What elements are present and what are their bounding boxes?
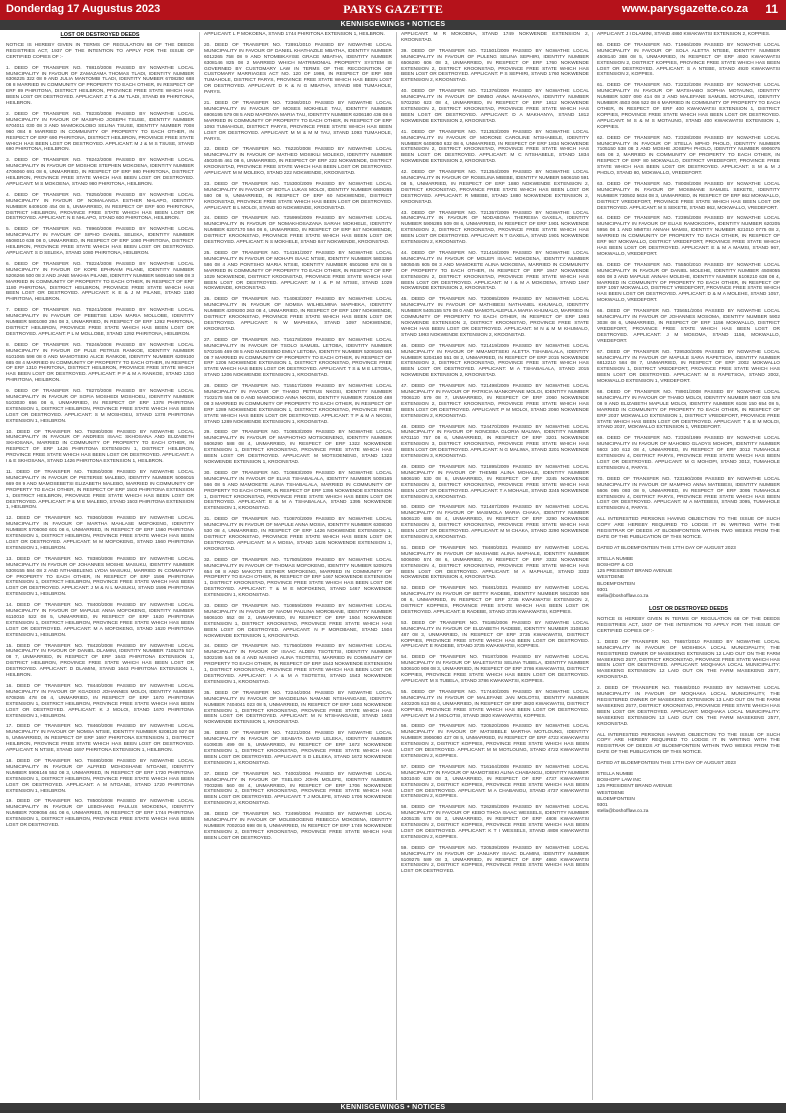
column-1: [6, 32, 194, 1100]
notice-item: 2. DEED OF TRANSFER NO. T8230/2008 PASSED BY NGWATHE LOCAL MUNICIPALITY IN FAVOUR OF MASIPHO JOSEPH TSUSE, IDENTITY NUMBER 6704011 030 08 3 AND MAMOKOLOBO SELINA TSUSE, IDENTITY NUMBER 7008 960 084 8 MARRIED IN COMMUNITY OF PROPERTY TO EACH OTHER, IN RESPECT OF ERF 690 PHIRITONA, DISTRICT HEILBRON, PROVINCE FREE STATE WHICH HAS BEEN LOST OR DESTROYED. APPLICANT: M J & M S TSUSE, STAND 690 PHIRITONA, HEILBRON.: [6, 111, 194, 153]
column-divider: [592, 32, 593, 1100]
notice-item: 62. DEED OF TRANSFER NO. T2328/2008 PASSED BY NGWATHE LOCAL MUNICIPALITY IN FAVOUR OF STELLA MPHO PHOLO, IDENTITY NUMBER 7105150 538 08 3 AND MOSHE JOSEPH PHOLO, IDENTITY NUMBER 6906075 645 08 2, MARRIED IN COMMUNITY OF PROPERTY TO EACH OTHER, IN RESPECT OF ERF 80 MOKWALLO, DISTRICT VREDEFORT, PROVINCE FREE STATE WHICH HAS BEEN LOST OR DESTROYED. APPLICANT: S M & M J PHOLO, STAND 80, MOKWALLO, VREDEFORT.: [597, 135, 780, 177]
address-line: 125 PRESIDENT BRAND AVENUE: [597, 784, 673, 790]
footer-banner: KENNISGEWINGS • NOTICES: [0, 1103, 786, 1113]
address-line: BOSHOFF LAW INC: [597, 778, 642, 784]
notice-item: 61. DEED OF TRANSFER NO. T2232/2008 PASSED BY NGWATHE LOCAL MUNICIPALITY IN FAVOUR OF MATSHABO SOPHIA MOTAUNG, IDENTITY NUMBER 5307 090 414 08 2 AND MALEFANE SAMUEL MOTAUNG, IDENTITY NUMBER 4503 066 522 08 6 MARRIED IN COMMUNITY OF PROPERTY TO EACH OTHER, IN RESPECT OF ERF 400 KWAKWATSI EXTENSION 1, DISTRICT KOPPIES, PROVINCE FREE STATE WHICH HAS BEEN LOST OR DESTROYED. APPLICANT: M S & M S MOTAUNG, STAND 400 KWAKWATSI EXTENSION 1, KOPPIES.: [597, 83, 780, 130]
notice-item: 68. DEED OF TRANSFER NO. T8901/2008 PASSED BY NGWATHE LOCAL MUNICIPALITY IN FAVOUR OF THABO MOLOI, IDENTITY NUMBER 5807 035 578 08 9 AND ELIZABETH MAPULE MOLOI, IDENTITY NUMBER 6108 150 654 08 5, MARRIED IN COMMUNITY OF PROPERTY TO EACH OTHER, IN RESPECT OF ERF 2037 MOKWALLO EXTENSION 1, DISTRICT VREDEFORT, PROVINCE FREE STATE WHICH HAS BEEN LOST OR DESTROYED. APPLICANT: T & E M MOLOI, STAND 2037, MOKWALLO EXTENSION 1, VREDEFORT.: [597, 390, 780, 431]
notice-item: APPLICANT: M R MOKOENA, STAND 1749 NOKWENDE EXTENSION 2, KROONSTAD.: [401, 32, 589, 43]
notice-item: APPLICANT: J I DLAMINI, STAND 4860 KWAKWATSI EXTENSION 2, KOPPIES.: [597, 32, 771, 37]
column-divider: [199, 32, 200, 1100]
notice-item: 55. DEED OF TRANSFER NO. T17440/2005 PASSED BY NGWATHE LOCAL MUNICIPALITY IN FAVOUR OF MALEFANE JAN MOLOTSI, IDENTITY NUMBER 4402205 613 08 4, UNMARRIED, IN RESPECT OF ERF 3820 KWAKWATSI, DISTRICT KOPPIES, PROVINCE FREE STATE WHICH HAS BEEN LOST OR DESTROYED. APPLICANT: M J MOLOTSI, STAND 3820 KWAKWATSI, KOPPIES.: [401, 689, 589, 719]
notice-item: 39. DEED OF TRANSFER NO. T21501/2009 PASSED BY NGWATHE LOCAL MUNICIPALITY IN FAVOUR OF PULENG SELINA SEPHIRI, IDENTITY NUMBER 6506280 606 08 3, UNMARRIED, IN RESPECT OF ERF 1760 NOKWENDE EXTENSION 2, DISTRICT KROONSTAD, PROVINCE FREE STATE WHICH HAS BEEN LOST OR DESTROYED. APPLICANT: P S SEPHIRI, STAND 1760 NOKWENDE EXTENSION 2, KROONSTAD.: [401, 48, 589, 84]
notice-item: 2. DEED OF TRANSFER NO. T6648/2010 PASSED BY NGWATHE LOCAL MUNICIPALITY IN FAVOUR OF MOQHAKA LOCAL MUNICIPALITY, THE REGISTERED OWNER OF MASEKENG EXTENSION 13 LAID OUT ON THE FARM MASEKENG 2577, DISTRICT KROONSTAD, PROVINCE FREE STATE WHICH HAS BEEN LOST OR DESTROYED. APPLICANT: MOQHAKA LOCAL MUNICIPALITY: MASEKENG EXTENSION 13 LAID OUT ON THE FARM MASEKENG 2577, KROONSTAD.: [597, 686, 780, 727]
notice-item: 15. DEED OF TRANSFER NO. T8420/2008 PASSED BY NGWATHE LOCAL MUNICIPALITY IN FAVOUR OF DANIEL DLAMINI, IDENTITY NUMBER 7105275 517 08 7, UNMARRIED, IN RESPECT OF ERF 1643 PHIRITONA EXTENSION 1, DISTRICT HEILBRON, PROVINCE FREE STATE WHICH HAS BEEN LOST OR DESTROYED. APPLICANT: D DLAMINI, STAND 1643 PHIRITONA EXTENSION 1, HEILBRON.: [6, 643, 194, 679]
address-line: stella@boshofflaw.co.za: [597, 594, 649, 599]
notice-item: 30. DEED OF TRANSFER NO. T10883/2009 PASSED BY NGWATHE LOCAL MUNICIPALITY IN FAVOUR OF ELIAS TSHABALALA, IDENTITY NUMBER 5008165 566 08 5 AND MAMOKETE ALINA TSHABALALA, MARRIED IN COMMUNITY OF PROPERTY TO EACH OTHER, IN RESPECT OF ERF 1395 NOKWENDE EXTENSION 1, DISTRICT KROONSTAD, PROVINCE FREE STATE WHICH HAS BEEN LOST OR DESTROYED. APPLICANT: E & M A TSHABALALA, STAND 1395 NOKWENDE EXTENSION 1, KROONSTAD.: [204, 470, 392, 512]
notice-item: 69. DEED OF TRANSFER NO. T2326/1999 PASSED BY NGWATHE LOCAL MUNICIPALITY IN FAVOUR OF MAHOBO GLADYS MOHOPI, IDENTITY NUMBER 5603 100 612 08 4, UNMARRIED, IN RESPECT OF ERF 3012 TUMAHOLE EXTENSION 4, DISTRICT PARYS, PROVINCE FREE STATE WHICH HAS BEEN LOST OR DESTROYED. APPLICANT: M G MOHOPI, STAND 3012, TUMAHOLE EXTENSION 4, PARYS.: [597, 436, 780, 471]
notice-item: 70. DEED OF TRANSFER NO. T23190/2008 PASSED BY NGWATHE LOCAL MUNICIPALITY IN FAVOUR OF MAMPHO ANNA MATEBESI, IDENTITY NUMBER 5606 095 093 08 9, UNMARRIED, IN RESPECT OF ERF 3095 TUMAHOLE EXTENSION 4, DISTRICT PARYS, PROVINCE FREE STATE WHICH HAS BEEN LOST OR DESTROYED. APPLICANT: M A MATEBESI, STAND 3095, TUMAHOLE EXTENSION 4, PARYS.: [597, 476, 780, 512]
address-line: BLOEMFONTEIN: [597, 581, 635, 587]
column-divider: [396, 32, 397, 1100]
notice-item: 33. DEED OF TRANSFER NO. T10859/2009 PASSED BY NGWATHE LOCAL MUNICIPALITY IN FAVOUR OF NAOMI PAULINA MOROBANE, IDENTITY NUMBER 5606100 552 08 2, UNMARRIED, IN RESPECT OF ERF 1504 NOKWENDE EXTENSION 1, DISTRICT KROONSTAD, PROVINCE FREE STATE WHICH HAS BEEN LOST OR DESTROYED. APPLICANT: N P MOROBANE, STAND 1504 NOKWENDE EXTENSION 1, KROONSTAD.: [204, 604, 392, 639]
notice-item: 8. DEED OF TRANSFER NO. T8246/2008 PASSED BY NGWATHE LOCAL MUNICIPALITY IN FAVOUR OF PULE PETRUS RANKOE, IDENTITY NUMBER 6101065 598 08 0 AND MAMOTSEKI ALICE RANKOE, IDENTITY NUMBER 6209100 685 08 4 MARRIED IN COMMUNITY OF PROPERTY TO EACH OTHER, IN RESPECT OF ERF 1310 PHIRITONA, DISTRICT HEILBRON, PROVINCE FREE STATE WHICH HAS BEEN LOST OR DESTROYED. APPLICANT: P P & M A RANKOE, STAND 1310 PHIRITONA, HEILBRON.: [6, 342, 194, 384]
notice-item: 67. DEED OF TRANSFER NO. T29530/2005 PASSED BY NGWATHE LOCAL MUNICIPALITY IN FAVOUR OF MAPULE SARA RAPETSOA, IDENTITY NUMBER 6812210 584 08 7, UNMARRIED, IN RESPECT OF ERF 2002 MOKWALLO EXTENSION 1, DISTRICT VREDEFORT, PROVINCE FREE STATE WHICH HAS BEEN LOST OR DESTROYED. APPLICANT: M S RAPETSOA, STAND 2002, MOKWALLO EXTENSION 1, VREDEFORT.: [597, 349, 780, 385]
notice-item: 47. DEED OF TRANSFER NO. T21498/2009 PASSED BY NGWATHE LOCAL MUNICIPALITY IN FAVOUR OF PATRICIA MANKOPANE MOLOI, IDENTITY NUMBER 7006120 579 08 7, UNMARRIED, IN RESPECT OF ERF 2060 NOKWENDE EXTENSION 2, DISTRICT KROONSTAD, PROVINCE FREE STATE WHICH HAS BEEN LOST OR DESTROYED. APPLICANT: P M MOLOI, STAND 2060 NOKWENDE EXTENSION 2, KROONSTAD.: [401, 384, 589, 419]
notice-item: 17. DEED OF TRANSFER NO. T8460/2008 PASSED BY NGWATHE LOCAL MUNICIPALITY IN FAVOUR OF NOMSA NTSIE, IDENTITY NUMBER 6208120 927 08 5, UNMARRIED, IN RESPECT OF ERF 1697 PHIRITONA EXTENSION 1, DISTRICT HEILBRON, PROVINCE FREE STATE WHICH HAS BEEN LOST OR DESTROYED. APPLICANT: N NTSIE, STAND 1697 PHIRITONA EXTENSION 1, HEILBRON.: [6, 724, 194, 754]
notice-item: 12. DEED OF TRANSFER NO. T8360/2008 PASSED BY NGWATHE LOCAL MUNICIPALITY IN FAVOUR OF MARTHA MAHLASE MOFOKENG, IDENTITY NUMBER 5706060 601 08 6, UNMARRIED, IN RESPECT OF ERF 1560 PHIRITONA EXTENSION 1, DISTRICT HEILBRON, PROVINCE FREE STATE WHICH HAS BEEN LOST OR DESTROYED. APPLICANT: M M MOFOKENG, STAND 1560 PHIRITONA EXTENSION 1, HEILBRON.: [6, 516, 194, 551]
notice-item: 43. DEED OF TRANSFER NO. T21357/2009 PASSED BY NGWATHE LOCAL MUNICIPALITY IN FAVOUR OF NODABONA THERESIA GAXELA, IDENTITY NUMBER 5906285 509 08 6, UNMARRIED, IN RESPECT OF ERF 1901 NOKWENDE EXTENSION 2, DISTRICT KROONSTAD, PROVINCE FREE STATE WHICH HAS BEEN LOST OR DESTROYED. APPLICANT: N T GAXELA, STAND 1901 NOKWENDE EXTENSION 2, KROONSTAD.: [401, 210, 589, 246]
notice-item: 38. DEED OF TRANSFER NO. T2499/2004 PASSED BY NGWATHE LOCAL MUNICIPALITY IN FAVOUR OF MOLEBOGENG REBECCA MOKOENA, IDENTITY NUMBER 7002010 698 08 5, UNMARRIED, IN RESPECT OF ERF 1749 NOKWENDE EXTENSION 2, DISTRICT KROONSTAD, PROVINCE FREE STATE WHICH HAS BEEN LOST OR DESTROYED.: [204, 812, 392, 841]
address-line: 9301: [597, 803, 608, 809]
address-line: STELLA NUMBE: [597, 556, 634, 562]
address-line: 9301: [597, 587, 608, 593]
notice-item: 57. DEED OF TRANSFER NO. T16164/2008 PASSED BY NGWATHE LOCAL MUNICIPALITY IN FAVOUR OF MAMOTSEKI ALINA CHABANGU, IDENTITY NUMBER 5301040 628 08 3, UNMARRIED, IN RESPECT OF ERF 4737 KWAKWATSI EXTENSION 2, DISTRICT KOPPIES, PROVINCE FREE STATE WHICH HAS BEEN LOST OR DESTROYED. APPLICANT: M A CHABANGU, STAND 4737 KWAKWATSI EXTENSION 2, KOPPIES.: [401, 764, 589, 800]
notice-item: 9. DEED OF TRANSFER NO. T8270/2008 PASSED BY NGWATHE LOCAL MUNICIPALITY IN FAVOUR OF SOFIA MOSHEDI MOSHOEU, IDENTITY NUMBER 5103030 656 08 6, UNMARRIED, IN RESPECT OF ERF 1378 PHIRITONA EXTENSION 1, DISTRICT HEILBRON, PROVINCE FREE STATE WHICH HAS BEEN LOST OR DESTROYED. APPLICANT: S M MOSHOEU, STAND 1378 PHIRITONA EXTENSION 1, HEILBRON.: [6, 389, 194, 424]
notice-item: 6. DEED OF TRANSFER NO. T8224/2008 PASSED BY NGWATHE LOCAL MUNICIPALITY IN FAVOUR OF KOPE EPHRAIM PILANE, IDENTITY NUMBER 5206266 500 08 2 AND JANE MAKHIA PILANE, IDENTITY NUMBER 5609160 598 08 3 MARRIED IN COMMUNITY OF PROPERTY TO EACH OTHER, IN RESPECT OF ERF 1180 PHIRITONA, DISTRICT HEILBRON, PROVINCE FREE STATE WHICH HAS BEEN LOST OR DESTROYED. APPLICANT: K E & J M PILANE, STAND 1180 PHIRITONA, HEILBRON.: [6, 261, 194, 303]
notice-item: 50. DEED OF TRANSFER NO. T21487/2009 PASSED BY NGWATHE LOCAL MUNICIPALITY IN FAVOUR OF MASIMOLA MARIA CHAKA, IDENTITY NUMBER 5506120 686 08 4, UNMARRIED, IN RESPECT OF ERF 3290 NOKWENDE EXTENSION 3, DISTRICT KROONSTAD, PROVINCE FREE STATE WHICH HAS BEEN LOST OR DESTROYED. APPLICANT: M M CHAKA, STAND 3290 NOKWENDE EXTENSION 3, KROONSTAD.: [401, 505, 589, 540]
notice-item: 3. DEED OF TRANSFER NO. T8242/2008 PASSED BY NGWATHE LOCAL MUNICIPALITY IN FAVOUR OF MOSHOE STEPHEN MOKOENA, IDENTITY NUMBER 4706060 691 08 6, UNMARRIED, IN RESPECT OF ERF 980 PHIRITONA, DISTRICT HEILBRON, PROVINCE FREE STATE WHICH HAS BEEN LOST OR DESTROYED. APPLICANT: M S MOKOENA, STAND 980 PHIRITONA, HEILBRON.: [6, 158, 194, 187]
notice-item: 51. DEED OF TRANSFER NO. T8480/2021 PASSED BY NGWATHE LOCAL MUNICIPALITY IN FAVOUR OF MASHABE ALINA MAPHALE, IDENTITY NUMBER 5006090 574 08 6, UNMARRIED, IN RESPECT OF ERF 3332 NOKWENDE EXTENSION 4, DISTRICT KROONSTAD, PROVINCE FREE STATE WHICH HAS BEEN LOST OR DESTROYED. APPLICANT: M A MAPHALE, STAND 3332 NOKWENDE EXTENSION 4, KROONSTAD.: [401, 545, 589, 581]
page-header: [0, 0, 786, 20]
notice-list: [204, 32, 392, 842]
notice-list: [401, 32, 589, 875]
notice-item: 27. DEED OF TRANSFER NO. T16178/2009 PASSED BY NGWATHE LOCAL MUNICIPALITY IN FAVOUR OF TSOLO SAMUEL LETOBA, IDENTITY NUMBER 5702165 469 08 5 AND MADISEBO EMILY LETOBA, IDENTITY NUMBER 5208160 661 08 7 MARRIED IN COMMUNITY OF PROPERTY TO EACH OTHER, IN RESPECT OF ERF 1206 NOKWENDE EXTENSION 1, DISTRICT KROONSTAD, PROVINCE FREE STATE WHICH HAS BEEN LOST OR DESTROYED. APPLICANT: T S & M E LETOBA, STAND 1206 NOKWENDE EXTENSION 1, KROONSTAD.: [204, 337, 392, 379]
notice-item: 41. DEED OF TRANSFER NO. T21353/2009 PASSED BY NGWATHE LOCAL MUNICIPALITY IN FAVOUR OF MORONE CAROLINE NTSHABELE, IDENTITY NUMBER 6408050 632 08 6, UNMARRIED, IN RESPECT OF ERF 1834 NOKWENDE EXTENSION 2, DISTRICT KROONSTAD, PROVINCE FREE STATE WHICH HAS BEEN LOST OR DESTROYED. APPLICANT: M C NTSHABELE, STAND 1834 NOKWENDE EXTENSION 2, KROONSTAD.: [401, 129, 589, 165]
notice-item: 25. DEED OF TRANSFER NO. T14191/2007 PASSED BY NGWATHE LOCAL MUNICIPALITY IN FAVOUR OF MOHAPI ISAAC NTSIE, IDENTITY NUMBER 5803266 586 08 4 AND PONTSHO MARIA NTSIE, IDENTITY NUMBER 6501080 678 08 5 MARRIED IN COMMUNITY OF PROPERTY TO EACH OTHER, IN RESPECT OF ERF 1029 NOKWENDE, DISTRICT KROONSTAD, PROVINCE FREE STATE WHICH HAS BEEN LOST OR DESTROYED. APPLICANT: M I & P M NTSIE, STAND 1029 NOKWENDE, KROONSTAD.: [204, 251, 392, 292]
notice-item: 22. DEED OF TRANSFER NO. T6220/2008 PASSED BY NGWATHE LOCAL MUNICIPALITY IN FAVOUR OF MATHEO MOSIKILI MOLEKO, IDENTITY NUMBER 4502045 461 08 6, UNMARRIED, IN RESPECT OF ERF 222 NOKWENDE, DISTRICT KROONSTAD, PROVINCE FREE STATE WHICH HAS BEEN LOST OR DESTROYED. APPLICANT: M M MOLEKO, STAND 222 NOKWENDE, KROONSTAD.: [204, 147, 392, 177]
notice-heading-2: LOST OR DESTROYED DEEDS: [648, 606, 729, 613]
notice-item: ALL INTERESTED PERSONS HAVING OBJECTION TO THE ISSUE OF SUCH COPY ARE HEREBY REQUIRED TO LODGE IT IN WRITING WITH THE REGISTRAR OF DEEDS AT BLOEMFONTEIN WITHIN TWO WEEKS FROM THE DATE OF THE PUBLICATION OF THIS NOTICE.: [597, 517, 780, 540]
notice-item: 42. DEED OF TRANSFER NO. T21354/2009 PASSED BY NGWATHE LOCAL MUNICIPALITY IN FAVOUR OF ROSELINA MBEBE, IDENTITY NUMBER 5606150 591 08 5, UNMARRIED, IN RESPECT OF ERF 1880 NOKWENDE EXTENSION 2, DISTRICT KROONSTAD, PROVINCE FREE STATE WHICH HAS BEEN LOST OR DESTROYED. APPLICANT: R MBEBE, STAND 1880 NOKWENDE EXTENSION 2, KROONSTAD.: [401, 170, 589, 205]
notice-list-2: [597, 640, 780, 767]
notice-item: 52. DEED OF TRANSFER NO. T8481/2021 PASSED BY NGWATHE LOCAL MUNICIPALITY IN FAVOUR OF BETTY RADEBE, IDENTITY NUMBER 5912030 508 08 6, UNMARRIED, IN RESPECT OF ERF 3735 KWAKWATSI EXTENSION 2, DISTRICT KOPPIES, PROVINCE FREE STATE WHICH HAS BEEN LOST OR DESTROYED. APPLICANT: B RADEBE, STAND 3735 KWAKWATSI, KOPPIES.: [401, 586, 589, 615]
notice-item: 28. DEED OF TRANSFER NO. T15517/2009 PASSED BY NGWATHE LOCAL MUNICIPALITY IN FAVOUR OF THABO PETRUS NKOSI, IDENTITY NUMBER 7102175 556 08 0 AND MAMODIKO ANNA NKOSI, IDENTITY NUMBER 7206100 488 08 3 MARRIED IN COMMUNITY OF PROPERTY TO EACH OTHER, IN RESPECT OF ERF 1289 NOKWENDE EXTENSION 1, DISTRICT KROONSTAD, PROVINCE FREE STATE WHICH HAS BEEN LOST OR DESTROYED. APPLICANT: T P & M A NKOSI, STAND 1289 NOKWENDE EXTENSION 1, KROONSTAD.: [204, 384, 392, 425]
notice-item: 45. DEED OF TRANSFER NO. T20085/2009 PASSED BY NGWATHE LOCAL MUNICIPALITY IN FAVOUR OF MATHIBESI NATHANIEL KHUMALO, IDENTITY NUMBER 5405155 576 08 0 AND MAMOTLALEPULA MARIA KHUMALO, MARRIED IN COMMUNITY OF PROPERTY TO EACH OTHER, IN RESPECT OF ERF 1993 NOKWENDE EXTENSION 2, DISTRICT KROONSTAD, PROVINCE FREE STATE WHICH HAS BEEN LOST OR DESTROYED. APPLICANT: M N & M M KHUMALO, STAND 1993 NOKWENDE EXTENSION 2, KROONSTAD.: [401, 297, 589, 338]
notice-item: 24. DEED OF TRANSFER NO. T25999/2009 PASSED BY NGWATHE LOCAL MUNICIPALITY IN FAVOUR OF NOMAKHOSAZANA SARAH MOKHELE, IDENTITY NUMBER 6207170 594 08 6, UNMARRIED, IN RESPECT OF ERF 847 NOKWENDE, DISTRICT KROONSTAD, PROVINCE FREE STATE WHICH HAS BEEN LOST OR DESTROYED. APPLICANT: N S MOKHELE, STAND 847 NOKWENDE, KROONSTAD.: [204, 216, 392, 246]
notice-heading: LOST OR DESTROYED DEEDS: [60, 32, 140, 38]
column-3: [401, 32, 589, 1100]
issue-date: Donderdag 17 Augustus 2023: [6, 3, 161, 15]
notice-item: 36. DEED OF TRANSFER NO. T4221/2004 PASSED BY NGWATHE LOCAL MUNICIPALITY IN FAVOUR OF SEABATA DAVID LELEKA, IDENTITY NUMBER 6109035 499 08 5, UNMARRIED, IN RESPECT OF ERF 1672 NOKWENDE EXTENSION 1, DISTRICT KROONSTAD, PROVINCE FREE STATE WHICH HAS BEEN LOST OR DESTROYED. APPLICANT: S D LELEKA, STAND 1672 NOKWENDE EXTENSION 1, KROONSTAD.: [204, 731, 392, 766]
address-line: stella@boshofflaw.co.za: [597, 809, 649, 815]
notice-item: 32. DEED OF TRANSFER NO. T17505/2009 PASSED BY NGWATHE LOCAL MUNICIPALITY IN FAVOUR OF THOMAS MOFOKENG, IDENTITY NUMBER 5209275 654 08 8 AND MAKOTO ESTHER MOFOKENG, MARRIED IN COMMUNITY OF PROPERTY TO EACH OTHER, IN RESPECT OF ERF 1467 NOKWENDE EXTENSION 1, DISTRICT KROONSTAD, PROVINCE FREE STATE WHICH HAS BEEN LOST OR DESTROYED. APPLICANT: T & M E MOFOKENG, STAND 1467 NOKWENDE EXTENSION 1, KROONSTAD.: [204, 557, 392, 599]
notice-item: 63. DEED OF TRANSFER NO. T8008/2008 PASSED BY NGWATHE LOCAL MUNICIPALITY IN FAVOUR OF MOSIMANE SAMUEL SEKETE, IDENTITY NUMBER 730502 5634 08 3, UNMARRIED, IN RESPECT OF ERF 862 MOKWALLO, DISTRICT VREDEFORT, PROVINCE FREE STATE WHICH HAS BEEN LOST OR DESTROYED. APPLICANT: M S SEKETE, STAND 862, MOKWALLO, VREDEFORT.: [597, 181, 780, 211]
notice-item: 64. DEED OF TRANSFER NO. T2395/2008 PASSED BY NGWATHE LOCAL MUNICIPALITY IN FAVOUR OF ELIAS RAMOKGOPA, IDENTITY NUMBER 620205 5956 08 1 AND MMITSI ANNAH MAMSI, IDENTITY NUMBER 621010 0775 08 2, MARRIED IN COMMUNITY OF PROPERTY TO EACH OTHER, IN RESPECT OF ERF 967 MOKWALLO, DISTRICT VREDEFORT, PROVINCE FREE STATE WHICH HAS BEEN LOST OR DESTROYED. APPLICANT: E & M A MAMSI, STAND 967, MOKWALLO, VREDEFORT.: [597, 216, 780, 257]
notice-item: 34. DEED OF TRANSFER NO. T17560/2009 PASSED BY NGWATHE LOCAL MUNICIPALITY IN FAVOUR OF ISAAC ALDEN TSOTETSI, IDENTITY NUMBER 5302195 544 08 4 AND MAISHO ALINA TSOTETSI, MARRIED IN COMMUNITY OF PROPERTY TO EACH OTHER, IN RESPECT OF ERF 1543 NOKWENDE EXTENSION 1, DISTRICT KROONSTAD, PROVINCE FREE STATE WHICH HAS BEEN LOST OR DESTROYED. APPLICANT: I A & M A TSOTETSI, STAND 1543 NOKWENDE EXTENSION 1, KROONSTAD.: [204, 644, 392, 685]
notice-list: [597, 32, 780, 552]
notice-item: 11. DEED OF TRANSFER NO. T8350/2008 PASSED BY NGWATHE LOCAL MUNICIPALITY IN FAVOUR OF PIETERSE MALEBO, IDENTITY NUMBER 5006015 669 08 9 AND MAMOSEBETSI ELIZABETH MALEBO, MARRIED IN COMMUNITY OF PROPERTY TO EACH OTHER, IN RESPECT OF ERF 1503 PHIRITONA EXTENSION 1, DISTRICT HEILBRON, PROVINCE FREE STATE WHICH HAS BEEN LOST OR DESTROYED. APPLICANT: P & M E MALEBO, STAND 1503 PHIRITONA EXTENSION 1, HEILBRON.: [6, 470, 194, 511]
notice-intro: NOTICE IS HEREBY GIVEN IN TERMS OF REGULATION 68 OF THE DEEDS REGISTRIES ACT, 1937 OF THE INTENTION TO APPLY FOR THE ISSUE OF CERTIFIED COPIES OF :-: [6, 42, 194, 60]
page-number: 11: [765, 2, 778, 16]
notice-item: 13. DEED OF TRANSFER NO. T8380/2008 PASSED BY NGWATHE LOCAL MUNICIPALITY IN FAVOUR OF JOHANNES MOSHE MASUKU, IDENTITY NUMBER 5309155 584 08 2 AND NTHABELENG LYDIA MASUKU, MARRIED IN COMMUNITY OF PROPERTY TO EACH OTHER, IN RESPECT OF ERF 1596 PHIRITONA EXTENSION 1, DISTRICT HEILBRON, PROVINCE FREE STATE WHICH HAS BEEN LOST OR DESTROYED. APPLICANT: J M & N L MASUKU, STAND 1596 PHIRITONA EXTENSION 1, HEILBRON.: [6, 556, 194, 598]
notice-item: 60. DEED OF TRANSFER NO. T1966/2009 PASSED BY NGWATHE LOCAL MUNICIPALITY IN FAVOUR OF SOLA ALETTA NTEBE, IDENTITY NUMBER 4508140 388 08 5, UNMARRIED, IN RESPECT OF ERF 4920 KWAKWATSI EXTENSION 2, DISTRICT KOPPIES, PROVINCE FREE STATE WHICH HAS BEEN LOST OR DESTROYED. APPLICANT: S A NTEBE, STAND 4920 KWAKWATSI EXTENSION 2, KOPPIES.: [597, 42, 780, 78]
attorney-address-2: [597, 772, 780, 815]
notice-item: 53. DEED OF TRANSFER NO. T8185/2006 PASSED BY NGWATHE LOCAL MUNICIPALITY IN FAVOUR OF ELIZABETH RADEBE, IDENTITY NUMBER 3108150 487 08 3, UNMARRIED, IN RESPECT OF ERF 3735 KWAKWATSI, DISTRICT KOPPIES, PROVINCE FREE STATE WHICH HAS BEEN LOST OR DESTROYED. APPLICANT: E RADEBE, STAND 3735 KWAKWATSI, KOPPIES.: [401, 620, 589, 650]
notice-item: ALL INTERESTED PERSONS HAVING OBJECTION TO THE ISSUE OF SUCH COPY ARE HEREBY REQUIRED TO LODGE IT IN WRITING WITH THE REGISTRAR OF DEEDS AT BLOEMFONTEIN WITHIN TWO WEEKS FROM THE DATE OF THE PUBLICATION OF THIS NOTICE.: [597, 732, 780, 756]
notice-item: 1. DEED OF TRANSFER NO. T6657/2010 PASSED BY NGWATHE LOCAL MUNICIPALITY IN FAVOUR OF MOSHEKA LOCAL MUNICIPALITY, THE REGISTERED OWNER OF MASEKENG EXTENSION 12 LAID OUT ON THE FARM MASEKENG 2577, DISTRICT KROONSTAD, PROVINCE FREE STATE WHICH HAS BEEN LOST OR DESTROYED. APPLICANT: MOQHAKA LOCAL MUNICIPALITY: MASEKENG EXTENSION 12 LAID OUT ON THE FARM MASEKENG 2577, KROONSTAD.: [597, 639, 780, 681]
column-2: [204, 32, 392, 1100]
notice-item: 49. DEED OF TRANSFER NO. T21895/2009 PASSED BY NGWATHE LOCAL MUNICIPALITY IN FAVOUR OF THEMBI ALINA MOHALE, IDENTITY NUMBER 5806190 530 08 6, UNMARRIED, IN RESPECT OF ERF 3245 NOKWENDE EXTENSION 3, DISTRICT KROONSTAD, PROVINCE FREE STATE WHICH HAS BEEN LOST OR DESTROYED. APPLICANT: T A MOHALE, STAND 3245 NOKWENDE EXTENSION 3, KROONSTAD.: [401, 465, 589, 500]
notice-item: 40. DEED OF TRANSFER NO. T21376/2009 PASSED BY NGWATHE LOCAL MUNICIPALITY IN FAVOUR OF DIMBO ANNA MAKHANYA, IDENTITY NUMBER 5702250 623 08 4, UNMARRIED, IN RESPECT OF ERF 1812 NOKWENDE EXTENSION 2, DISTRICT KROONSTAD, PROVINCE FREE STATE WHICH HAS BEEN LOST OR DESTROYED. APPLICANT: D A MAKHANYA, STAND 1812 NOKWENDE EXTENSION 2, KROONSTAD.: [401, 89, 589, 124]
notice-item: 23. DEED OF TRANSFER NO. T15300/2009 PASSED BY NGWATHE LOCAL MUNICIPALITY IN FAVOUR OF BOTLA LUKAS MOLOI, IDENTITY NUMBER 6609265 580 08 9, UNMARRIED, IN RESPECT OF ERF 60 NOKWENDE, DISTRICT KROONSTAD, PROVINCE FREE STATE WHICH HAS BEEN LOST OR DESTROYED. APPLICANT: B L MOLOI, STAND 60 NOKWENDE, KROONSTAD.: [204, 181, 392, 211]
notice-intro-2: NOTICE IS HEREBY GIVEN IN TERMS OF REGULATION 68 OF THE DEEDS REGISTRIES ACT, 1937 OF THE INTENTION TO APPLY FOR THE ISSUE OF CERTIFIED COPIES OF :-: [597, 617, 780, 634]
address-line: BLOEMFONTEIN: [597, 796, 635, 802]
address-line: WESTDENE: [597, 790, 625, 796]
notice-item: 19. DEED OF TRANSFER NO. T8500/2008 PASSED BY NGWATHE LOCAL MUNICIPALITY IN FAVOUR OF LEBOHANG PAULUS MOKOENA, IDENTITY NUMBER 7009056 461 08 6, UNMARRIED, IN RESPECT OF ERF 1744 PHIRITONA EXTENSION 1, DISTRICT HEILBRON, PROVINCE FREE STATE WHICH HAS BEEN LOST OR DESTROYED.: [6, 799, 194, 829]
notice-item: 54. DEED OF TRANSFER NO. T8187/2006 PASSED BY NGWATHE LOCAL MUNICIPALITY IN FAVOUR OF MALETSATSI SELINA TUBELA, IDENTITY NUMBER 5306100 908 08 3, UNMARRIED, IN RESPECT OF ERF 3786 KWAKWATSI, DISTRICT KOPPIES, PROVINCE FREE STATE WHICH HAS BEEN LOST OR DESTROYED. APPLICANT: M S TUBELA, STAND 3786 KWAKWATSI, KOPPIES.: [401, 655, 589, 684]
notice-item: 14. DEED OF TRANSFER NO. T8400/2008 PASSED BY NGWATHE LOCAL MUNICIPALITY IN FAVOUR OF MAPULE ANNA MOFOKENG, IDENTITY NUMBER 6110010 522 08 5, UNMARRIED, IN RESPECT OF ERF 1620 PHIRITONA EXTENSION 1, DISTRICT HEILBRON, PROVINCE FREE STATE WHICH HAS BEEN LOST OR DESTROYED. APPLICANT: M A MOFOKENG, STAND 1620 PHIRITONA EXTENSION 1, HEILBRON.: [6, 603, 194, 638]
address-line: WESTDENE: [597, 575, 625, 581]
section-banner: KENNISGEWINGS • NOTICES: [0, 20, 786, 30]
notice-item: 16. DEED OF TRANSFER NO. T8440/2008 PASSED BY NGWATHE LOCAL MUNICIPALITY IN FAVOUR OF KGADISO JOHANNES MOLOI, IDENTITY NUMBER 6708265 478 08 4, UNMARRIED, IN RESPECT OF ERF 1670 PHIRITONA EXTENSION 1, DISTRICT HEILBRON, PROVINCE FREE STATE WHICH HAS BEEN LOST OR DESTROYED. APPLICANT: K J MOLOI, STAND 1670 PHIRITONA EXTENSION 1, HEILBRON.: [6, 684, 194, 719]
notice-item: 21. DEED OF TRANSFER NO. T2368/2010 PASSED BY NGWATHE LOCAL MUNICIPALITY IN FAVOUR OF MOSES MOKHELE TAU, IDENTITY NUMBER 6906195 579 08 5 AND MAPONYA MARIA TAU, IDENTITY NUMBER 6206180 436 08 6 MARRIED IN COMMUNITY OF PROPERTY TO EACH OTHER, IN RESPECT OF ERF 1093 TUMAHOLE, DISTRICT PARYS, PROVINCE FREE STATE WHICH HAS BEEN LOST OR DESTROYED. APPLICANT: M M & M M TAU, STAND 1093 TUMAHOLE, PARYS.: [204, 101, 392, 142]
notice-list: [6, 66, 194, 829]
notice-item: 56. DEED OF TRANSFER NO. T20520/2006 PASSED BY NGWATHE LOCAL MUNICIPALITY IN FAVOUR OF MATSIBELE MARTHA MOTLOUNG, IDENTITY NUMBER 3906080 427 08 5, UNMARRIED, IN RESPECT OF ERF 4722 KWAKWATSI EXTENSION 2, DISTRICT KOPPIES, PROVINCE FREE STATE WHICH HAS BEEN LOST OR DESTROYED. APPLICANT: M M MOTLOUNG, STAND 4722 KWAKWATSI EXTENSION 2, KOPPIES.: [401, 724, 589, 759]
notice-item: 65. DEED OF TRANSFER NO. T5550/2010 PASSED BY NGWATHE LOCAL MUNICIPALITY IN FAVOUR OF DANIEL MOLEHE, IDENTITY NUMBER 4508055 606 08 3 AND MAPULE ANNAH MOLEHE, IDENTITY NUMBER 5108210 638 08 4, MARRIED IN COMMUNITY OF PROPERTY TO EACH OTHER, IN RESPECT OF ERF 1057 MOKWALLO, DISTRICT VREDEFORT, PROVINCE FREE STATE WHICH HAS BEEN LOST OR DESTROYED. APPLICANT: D & M A MOLEHE, STAND 1057, MOKWALLO, VREDEFORT.: [597, 262, 780, 304]
notice-item: 29. DEED OF TRANSFER NO. T10853/2009 PASSED BY NGWATHE LOCAL MUNICIPALITY IN FAVOUR OF MAPHOTHO MOTSOENENG, IDENTITY NUMBER 5606290 588 08 4, UNMARRIED, IN RESPECT OF ERF 1322 NOKWENDE EXTENSION 1, DISTRICT KROONSTAD, PROVINCE FREE STATE WHICH HAS BEEN LOST OR DESTROYED. APPLICANT: M MOTSOENENG, STAND 1322 NOKWENDE EXTENSION 1, KROONSTAD.: [204, 430, 392, 465]
notice-item: 46. DEED OF TRANSFER NO. T21419/2009 PASSED BY NGWATHE LOCAL MUNICIPALITY IN FAVOUR OF MMAMOTSEKI ALETTA TSHABALALA, IDENTITY NUMBER 5204160 551 08 2, UNMARRIED, IN RESPECT OF ERF 2015 NOKWENDE EXTENSION 2, DISTRICT KROONSTAD, PROVINCE FREE STATE WHICH HAS BEEN LOST OR DESTROYED. APPLICANT: M A TSHABALALA, STAND 2015 NOKWENDE EXTENSION 2, KROONSTAD.: [401, 343, 589, 379]
publication-name: PARYS GAZETTE: [343, 2, 443, 16]
notice-item: DATED AT BLOEMFONTEIN THIS 17TH DAY OF AUGUST 2023: [597, 761, 736, 767]
notice-item: 59. DEED OF TRANSFER NO. T20539/2009 PASSED BY NGWATHE LOCAL MUNICIPALITY IN FAVOUR OF JANUARY ISAAC DLAMINI, IDENTITY NUMBER 5109275 589 08 3, UNMARRIED, IN RESPECT OF ERF 4860 KWAKWATSI EXTENSION 2, DISTRICT KOPPIES, PROVINCE FREE STATE WHICH HAS BEEN LOST OR DESTROYED.: [401, 845, 589, 875]
notice-item: 35. DEED OF TRANSFER NO. T2244/2004 PASSED BY NGWATHE LOCAL MUNICIPALITY IN FAVOUR OF MAGDELINA NAMANE NTSHANGASE, IDENTITY NUMBER 7404041 023 08 5, UNMARRIED, IN RESPECT OF ERF 1603 NOKWENDE EXTENSION 1, DISTRICT KROONSTAD, PROVINCE FREE STATE WHICH HAS BEEN LOST OR DESTROYED. APPLICANT: M N NTSHANGASE, STAND 1603 NOKWENDE EXTENSION 1, KROONSTAD.: [204, 690, 392, 726]
notice-item: 26. DEED OF TRANSFER NO. T14083/2007 PASSED BY NGWATHE LOCAL MUNICIPALITY IN FAVOUR OF NOMSA WILHELMINA MAPHEKA, IDENTITY NUMBER 4209200 263 08 4, UNMARRIED, IN RESPECT OF ERF 1097 NOKWENDE, DISTRICT KROONSTAD, PROVINCE FREE STATE WHICH HAS BEEN LOST OR DESTROYED. APPLICANT: N W MAPHEKA, STAND 1097 NOKWENDE, KROONSTAD.: [204, 297, 392, 332]
notice-item: 66. DEED OF TRANSFER NO. T35651/2004 PASSED BY NGWATHE LOCAL MUNICIPALITY IN FAVOUR OF JOHANNES MOSOMA, IDENTITY NUMBER 5902 3038 08 6, UNMARRIED, IN RESPECT OF ERF 1156 MOKWALLO, DISTRICT VREDEFORT, PROVINCE FREE STATE WHICH HAS BEEN LOST OR DESTROYED. APPLICANT: J M MOSOMA, STAND 1156, MOKWALLO, VREDEFORT.: [597, 309, 780, 344]
address-line: 125 PRESIDENT BRAND AVENUE: [597, 569, 673, 575]
notice-item: 37. DEED OF TRANSFER NO. T4003/2004 PASSED BY NGWATHE LOCAL MUNICIPALITY IN FAVOUR OF TSELISO JOHN MOLEFE, IDENTITY NUMBER 7003285 560 08 4, UNMARRIED, IN RESPECT OF ERF 1706 NOKWENDE EXTENSION 2, DISTRICT KROONSTAD, PROVINCE FREE STATE WHICH HAS BEEN LOST OR DESTROYED. APPLICANT: T J MOLEFE, STAND 1706 NOKWENDE EXTENSION 2, KROONSTAD.: [204, 771, 392, 807]
address-line: BOSHOFF & CO: [597, 562, 634, 568]
notice-item: 1. DEED OF TRANSFER NO. T8810/2008 PASSED BY NGWATHE LOCAL MUNICIPALITY IN FAVOUR OF ZAMAZAMA THOMAS TLADI, IDENTITY NUMBER 6306225 322 08 9 AND JULIA MANTOMBI TLADI, IDENTITY NUMBER 6708250 688 08 8 MARRIED IN COMMUNITY OF PROPERTY TO EACH OTHER, IN RESPECT OF ERF 89 PHIRITONA, DISTRICT HEILBRON, PROVINCE FREE STATE WHICH HAS BEEN LOST OR DESTROYED. APPLICANT: Z T & JM TLADI, STAND 89 PHIRITONA, HEILBRON.: [6, 65, 194, 107]
notice-item: APPLICANT: L P MOKOENA, STAND 1744 PHIRITONA EXTENSION 1, HEILBRON.: [204, 32, 385, 37]
notice-item: 10. DEED OF TRANSFER NO. T8280/2008 PASSED BY NGWATHE LOCAL MUNICIPALITY IN FAVOUR OF ANDRIES ISAAC SKHOSANA AND ELIZABETH SKHOSANA, MARRIED IN COMMUNITY OF PROPERTY TO EACH OTHER, IN RESPECT OF ERF 1426 PHIRITONA EXTENSION 1, DISTRICT HEILBRON, PROVINCE FREE STATE WHICH HAS BEEN LOST OR DESTROYED. APPLICANT: A I & E SKHOSANA, STAND 1426 PHIRITONA EXTENSION 1, HEILBRON.: [6, 429, 194, 465]
notice-item: 48. DEED OF TRANSFER NO. T24470/2009 PASSED BY NGWATHE LOCAL MUNICIPALITY IN FAVOUR OF NONCEBA GLORIA MALIWA, IDENTITY NUMBER 6701110 757 08 6, UNMARRIED, IN RESPECT OF ERF 3201 NOKWENDE EXTENSION 3, DISTRICT KROONSTAD, PROVINCE FREE STATE WHICH HAS BEEN LOST OR DESTROYED. APPLICANT: N G MALIWA, STAND 3201 NOKWENDE EXTENSION 3, KROONSTAD.: [401, 424, 589, 460]
notice-item: 5. DEED OF TRANSFER NO. T8960/2008 PASSED BY NGWATHE LOCAL MUNICIPALITY IN FAVOUR OF SIPHO DANIEL SELEKA, IDENTITY NUMBER 6508010 638 08 0, UNMARRIED, IN RESPECT OF ERF 1080 PHIRITONA, DISTRICT HEILBRON, PROVINCE FREE STATE WHICH HAS BEEN LOST OR DESTROYED. APPLICANT: S D SELEKA, STAND 1080 PHIRITONA, HEILBRON.: [6, 227, 194, 256]
notice-item: 31. DEED OF TRANSFER NO. T10870/2009 PASSED BY NGWATHE LOCAL MUNICIPALITY IN FAVOUR OF MAPULE ANNA MOSIA, IDENTITY NUMBER 6308030 530 08 4, UNMARRIED, IN RESPECT OF ERF 1426 NOKWENDE EXTENSION 1, DISTRICT KROONSTAD, PROVINCE FREE STATE WHICH HAS BEEN LOST OR DESTROYED. APPLICANT: M A MOSIA, STAND 1426 NOKWENDE EXTENSION 1, KROONSTAD.: [204, 517, 392, 552]
notice-item: 18. DEED OF TRANSFER NO. T8480/2008 PASSED BY NGWATHE LOCAL MUNICIPALITY IN FAVOUR OF ALFRED MOHOSHANE NTOANE, IDENTITY NUMBER 5906146 552 08 3, UNMARRIED, IN RESPECT OF ERF 1720 PHIRITONA EXTENSION 1, DISTRICT HEILBRON, PROVINCE FREE STATE WHICH HAS BEEN LOST OR DESTROYED. APPLICANT: A M NTOANE, STAND 1720 PHIRITONA EXTENSION 1, HEILBRON.: [6, 758, 194, 794]
notice-item: 4. DEED OF TRANSFER NO. T8250/2008 PASSED BY NGWATHE LOCAL MUNICIPALITY IN FAVOUR OF NOMALANGA ESTHER NHLAPO, IDENTITY NUMBER 6409100 454 08 5, UNMARRIED, IN RESPECT OF ERF 600 PHIRITONA, DISTRICT HEILBRON, PROVINCE FREE STATE WHICH HAS BEEN LOST OR DESTROYED. APPLICANT: N E NHLAPO, STAND 600 PHIRITONA, HEILBRON.: [6, 192, 194, 222]
column-4: [597, 32, 780, 1100]
notice-item: 7. DEED OF TRANSFER NO. T8241/2008 PASSED BY NGWATHE LOCAL MUNICIPALITY IN FAVOUR OF PEBETSE LIDIA MARIA MOLLOBE, IDENTITY NUMBER 5801080 294 08 3, UNMARRIED, IN RESPECT OF ERF 1292 PHIRITONA, DISTRICT HEILBRON, PROVINCE FREE STATE WHICH HAS BEEN LOST OR DESTROYED. APPLICANT: P L M MOLLOBE, STAND 1292 PHIRITONA, HEILBRON.: [6, 308, 194, 337]
notice-item: 58. DEED OF TRANSFER NO. T26285/2009 PASSED BY NGWATHE LOCAL MUNICIPALITY IN FAVOUR OF KEBO TIHOA ISAAC WESSELS, IDENTITY NUMBER 4205135 578 08 2, UNMARRIED, IN RESPECT OF ERF 4808 KWAKWATSI EXTENSION 2, DISTRICT KOPPIES, PROVINCE FREE STATE WHICH HAS BEEN LOST OR DESTROYED. APPLICANT: K T I WESSELS, STAND 4808 KWAKWATSI EXTENSION 2, KOPPIES.: [401, 805, 589, 840]
attorney-address: [597, 557, 780, 600]
address-line: STELLA NUMBE: [597, 772, 634, 778]
notice-item: 44. DEED OF TRANSFER NO. T21416/2009 PASSED BY NGWATHE LOCAL MUNICIPALITY IN FAVOUR OF MOLEFI ISAAC MOKOENA, IDENTITY NUMBER 5805045 605 08 3 AND MAMOKETE ALINA MOKOENA, MARRIED IN COMMUNITY OF PROPERTY TO EACH OTHER, IN RESPECT OF ERF 1947 NOKWENDE EXTENSION 2, DISTRICT KROONSTAD, PROVINCE FREE STATE WHICH HAS BEEN LOST OR DESTROYED. APPLICANT: M I & M A MOKOENA, STAND 1947 NOKWENDE EXTENSION 2, KROONSTAD.: [401, 251, 589, 292]
website-link[interactable]: www.parysgazette.co.za: [621, 3, 748, 15]
notice-item: 20. DEED OF TRANSFER NO. T2891/2010 PASSED BY NGWATHE LOCAL MUNICIPALITY IN FAVOUR OF DANIEL KHATHAZILE MBATHA, IDENTITY NUMBER 6012265 758 08 9 AND NTOMBIKAYISE GRACE MBATHA, IDENTITY NUMBER 6308146 825 08 2 MARRIED WHICH MATRIMONIAL PROPERTY SYSTEM IS GOVERNED BY CUSTOMARY LAW IN TERMS OF THE RECOGNITION OF CUSTOMARY MARRIAGES ACT NO. 120 OF 1998, IN RESPECT OF ERF 808 TUMAHOLE, DISTRICT PARYS, PROVINCE FREE STATE WHICH HAS BEEN LOST OR DESTROYED. APPLICANT: D K & N G MBATHA, STAND 808 TUMAHOLE, PARYS.: [204, 42, 392, 96]
notice-item: DATED AT BLOEMFONTEIN THIS 17TH DAY OF AUGUST 2023: [597, 545, 736, 551]
